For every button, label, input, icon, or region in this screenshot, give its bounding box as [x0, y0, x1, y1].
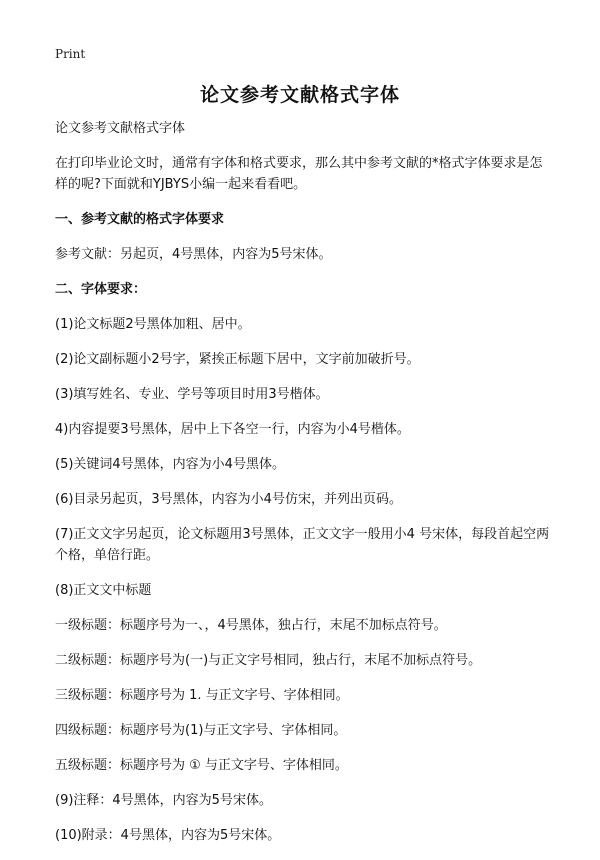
- section-1-text: 参考文献：另起页，4号黑体，内容为5号宋体。: [55, 247, 332, 262]
- section-heading-2: 二、字体要求：: [55, 282, 147, 297]
- print-label: Print: [55, 47, 86, 61]
- list-item: (2)论文副标题小2号字，紧挨正标题下居中，文字前加破折号。: [55, 352, 420, 367]
- list-item: 二级标题：标题序号为(一)与正文字号相同，独占行，末尾不加标点符号。: [55, 653, 482, 668]
- list-item: (5)关键词4号黑体，内容为小4号黑体。: [55, 457, 285, 472]
- list-item: (7)正文文字另起页，论文标题用3号黑体，正文文字一般用小4 号宋体，每段首起空两个格，单倍行距。: [55, 527, 550, 563]
- list-item: (8)正文文中标题: [55, 583, 152, 598]
- section-heading-1: 一、参考文献的格式字体要求: [55, 212, 225, 227]
- list-item: 三级标题：标题序号为 1. 与正文字号、字体相同。: [55, 688, 349, 703]
- list-item: (9)注释：4号黑体，内容为5号宋体。: [55, 793, 272, 808]
- list-item: (3)填写姓名、专业、学号等项目时用3号楷体。: [55, 387, 329, 402]
- list-item: 五级标题：标题序号为 ① 与正文字号、字体相同。: [55, 758, 348, 773]
- document-subtitle: 论文参考文献格式字体: [55, 121, 186, 136]
- list-item: (6)目录另起页，3号黑体，内容为小4号仿宋，并列出页码。: [55, 492, 402, 507]
- intro-paragraph: 在打印毕业论文时，通常有字体和格式要求，那么其中参考文献的*格式字体要求是怎样的呢?下面就和YJBYS小编一起来看看吧。: [55, 156, 543, 192]
- document-body: [55, 118, 555, 860]
- list-item: 一级标题：标题序号为一、，4号黑体，独占行，末尾不加标点符号。: [55, 618, 447, 633]
- list-item: (10)附录：4号黑体，内容为5号宋体。: [55, 828, 281, 843]
- list-item: (1)论文标题2号黑体加粗、居中。: [55, 317, 251, 332]
- list-item: 四级标题：标题序号为(1)与正文字号、字体相同。: [55, 723, 347, 738]
- document-title: 论文参考文献格式字体: [199, 84, 400, 106]
- list-item: 4)内容提要3号黑体，居中上下各空一行，内容为小4号楷体。: [55, 422, 410, 437]
